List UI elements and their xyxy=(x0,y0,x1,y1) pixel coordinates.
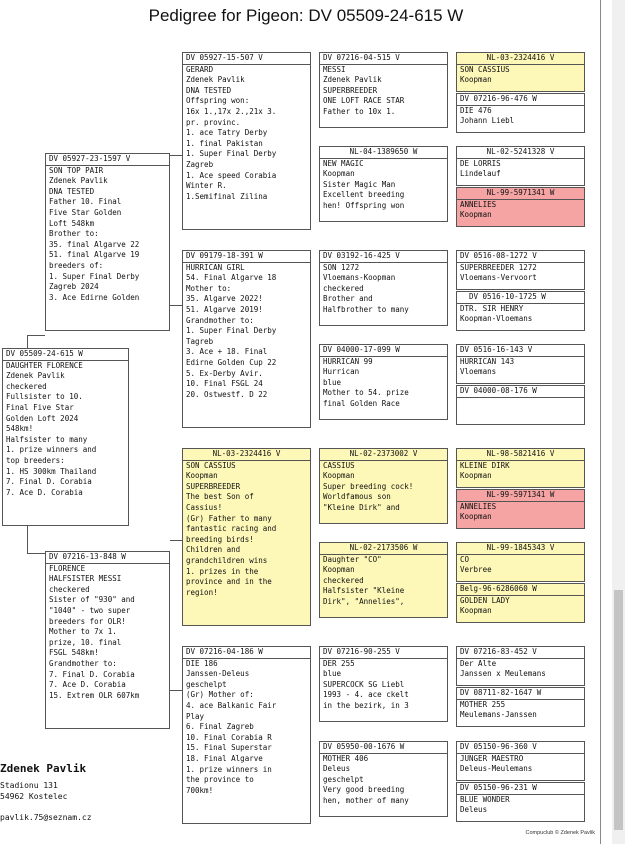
box-line: Koopman xyxy=(186,471,218,481)
ring-number: DV 07216-04-186 W xyxy=(183,647,310,659)
box-line: 1993 - 4. ace ckelt xyxy=(323,690,409,700)
page-title: Pedigree for Pigeon: DV 05509-24-615 W xyxy=(148,6,464,25)
box-line: The best Son of xyxy=(186,492,254,502)
box-line: final Golden Race xyxy=(323,398,400,408)
box-line: Zagreb 2024 xyxy=(49,282,99,292)
box-line: Grandmother to: xyxy=(186,315,254,325)
pedigree-box-dam-sire[interactable] xyxy=(182,448,311,626)
box-line: Koopman xyxy=(323,169,355,179)
pedigree-box-g3[interactable] xyxy=(456,146,585,186)
pedigree-box-g10[interactable] xyxy=(456,489,585,529)
box-line: pr. provinc. xyxy=(186,117,241,127)
box-line: blue xyxy=(323,669,342,679)
box-line: 51. final Algarve 19 xyxy=(49,250,140,260)
box-line: blue xyxy=(323,377,342,387)
connector xyxy=(170,305,182,306)
ring-number: DV 03192-16-425 V xyxy=(320,251,447,263)
box-line: hen, mother of many xyxy=(323,795,409,805)
connector xyxy=(170,540,182,541)
box-line: Loft 548km xyxy=(49,218,95,228)
box-line: SUPERCOCK SG Liebl xyxy=(323,679,405,689)
ring-number: DV 07216-90-255 V xyxy=(320,647,447,659)
box-line: Deleus xyxy=(323,764,351,774)
ring-number: DV 05950-00-1676 W xyxy=(320,742,447,754)
box-line: Janssen x Meulemans xyxy=(460,669,546,679)
connector xyxy=(27,553,45,554)
box-line: checkered xyxy=(323,283,364,293)
pedigree-box-sire-sire[interactable] xyxy=(182,52,311,230)
box-line: DNA TESTED xyxy=(49,186,95,196)
pedigree-box-g12[interactable] xyxy=(456,583,585,623)
pedigree-box-sire[interactable] xyxy=(45,153,170,331)
box-line: ANNELIES xyxy=(460,501,497,511)
box-line: DIE 476 xyxy=(460,105,492,115)
box-line: hen! Offspring won xyxy=(323,200,405,210)
box-line: Vloemans-Koopman xyxy=(323,273,396,283)
pedigree-box-g8[interactable] xyxy=(456,385,585,425)
pedigree-box-sire-dam[interactable] xyxy=(182,250,311,428)
box-line: SON 1272 xyxy=(323,262,360,272)
box-line: Koopman xyxy=(323,471,355,481)
box-line: 1. prize winners and xyxy=(6,445,97,455)
box-line: "1040" - two super xyxy=(49,605,131,615)
box-line: breeders of: xyxy=(49,260,104,270)
box-line: SUPERBREEDER xyxy=(323,85,378,95)
pedigree-box-g11[interactable] xyxy=(456,542,585,582)
box-line: "Kleine Dirk" and xyxy=(323,502,400,512)
box-line: DNA TESTED xyxy=(186,85,232,95)
box-line: SUPERBREEDER 1272 xyxy=(460,262,537,272)
box-line: Zdenek Pavlik xyxy=(186,75,245,85)
box-line: Verbree xyxy=(460,565,492,575)
box-line: province and in the xyxy=(186,577,272,587)
pedigree-box-sdd[interactable] xyxy=(319,344,448,420)
box-line: Johann Liebl xyxy=(460,116,515,126)
pedigree-box-g7[interactable] xyxy=(456,344,585,384)
box-line: 1. Super Final Derby xyxy=(186,149,277,159)
ring-number: NL-03-2324416 V xyxy=(457,53,584,65)
pedigree-box-g5[interactable] xyxy=(456,250,585,290)
box-line: Deleus-Meulemans xyxy=(460,764,533,774)
box-line: CO xyxy=(460,554,470,564)
ring-number: DV 05150-96-360 V xyxy=(457,742,584,754)
box-line: BLUE WONDER xyxy=(460,794,510,804)
ring-number: NL-02-2173506 W xyxy=(320,543,447,555)
box-line: 3. Ace + 18. Final xyxy=(186,347,268,357)
box-line: CASSIUS xyxy=(323,460,355,470)
box-line: 5. Ex-Derby Avir. xyxy=(186,368,263,378)
box-line: Brother to: xyxy=(49,229,99,239)
box-line: Sister of "930" and xyxy=(49,595,135,605)
box-line: Cassius! xyxy=(186,502,223,512)
box-line: NEW MAGIC xyxy=(323,158,364,168)
connector xyxy=(27,335,45,336)
box-line: breeding birds! xyxy=(186,534,254,544)
box-line: Halfbrother to many xyxy=(323,304,409,314)
box-line: SON CASSIUS xyxy=(460,64,510,74)
box-line: 1. Super Final Derby xyxy=(186,326,277,336)
box-line: 15. Extrem OLR 607km xyxy=(49,690,140,700)
box-line: 1.Semifinal Zilina xyxy=(186,191,268,201)
box-line: 51. Algarve 2019! xyxy=(186,304,263,314)
box-line: Zdenek Pavlik xyxy=(6,371,65,381)
box-line: Worldfamous son xyxy=(323,492,391,502)
box-line: 20. Ostwestf. D 22 xyxy=(186,389,268,399)
box-line: Deleus xyxy=(460,805,488,815)
box-line: Father to 10x 1. xyxy=(323,106,396,116)
box-line: Koopman xyxy=(460,210,492,220)
pedigree-box-subject[interactable] xyxy=(2,348,129,526)
box-line: 1. ace Tatry Derby xyxy=(186,128,268,138)
ring-number: DV 04000-17-099 W xyxy=(320,345,447,357)
breeder-info xyxy=(0,762,92,823)
pedigree-box-sds[interactable] xyxy=(319,250,448,326)
box-line: Zagreb xyxy=(186,159,214,169)
ring-number: DV 07216-83-452 V xyxy=(457,647,584,659)
box-line: ONE LOFT RACE STAR xyxy=(323,96,405,106)
box-line: SON TOP PAIR xyxy=(49,165,104,175)
box-line: ANNELIES xyxy=(460,199,497,209)
box-line: top breeders: xyxy=(6,455,65,465)
box-line: Der Alte xyxy=(460,658,497,668)
ring-number: NL-99-5971341 W xyxy=(457,188,584,200)
box-line: Sister Magic Man xyxy=(323,179,396,189)
box-line: FLORENCE xyxy=(49,563,86,573)
right-border-line xyxy=(600,0,601,844)
box-line: Zdenek Pavlik xyxy=(49,176,108,186)
box-line: HURRICAN 143 xyxy=(460,356,515,366)
box-line: Offspring won: xyxy=(186,96,250,106)
box-line: Vloemans-Vervoort xyxy=(460,273,537,283)
box-line: DE LORRIS xyxy=(460,158,501,168)
box-line: Five Star Golden xyxy=(49,207,122,217)
box-line: DER 255 xyxy=(323,658,355,668)
box-line: fantastic racing and xyxy=(186,524,277,534)
pedigree-box-g4[interactable] xyxy=(456,187,585,227)
box-line: 16x 1.,17x 2.,21x 3. xyxy=(186,106,277,116)
box-line: HURRICAN GIRL xyxy=(186,262,245,272)
pedigree-box-g2[interactable] xyxy=(456,93,585,133)
box-line: 18. Final Algarve xyxy=(186,753,263,763)
box-line: 7. Final D. Corabia xyxy=(49,669,135,679)
box-line: 548km! xyxy=(6,424,34,434)
box-line: 54. Final Algarve 18 xyxy=(186,273,277,283)
ring-number: DV 05509-24-615 W xyxy=(3,349,128,361)
box-line: 700km! xyxy=(186,785,214,795)
box-line: Grandmother to: xyxy=(49,658,117,668)
box-line: Zdenek Pavlik xyxy=(323,75,382,85)
box-line: Lindelauf xyxy=(460,169,501,179)
box-line: (Gr) Father to many xyxy=(186,513,272,523)
box-line: Mother to: xyxy=(186,283,232,293)
box-line: 7. Final D. Corabia xyxy=(6,477,92,487)
connector xyxy=(170,155,182,156)
box-line: Very good breeding xyxy=(323,785,405,795)
connector xyxy=(27,525,28,553)
box-line: 1. prizes in the xyxy=(186,566,259,576)
box-line: geschelpt xyxy=(323,774,364,784)
breeder-address-line: 54962 Kostelec xyxy=(0,792,68,801)
box-line: GERARD xyxy=(186,64,214,74)
pedigree-box-g14[interactable] xyxy=(456,687,585,727)
ring-number: NL-99-5971341 W xyxy=(457,490,584,502)
ring-number: Belg-96-6286060 W xyxy=(457,584,584,596)
box-line: 7. Ace D. Corabia xyxy=(6,487,83,497)
box-line: 1. prize winners in xyxy=(186,764,272,774)
box-line: 1. final Pakistan xyxy=(186,138,263,148)
box-line: 7. Ace D. Corabia xyxy=(49,680,126,690)
box-line: Mother to 7x 1. xyxy=(49,627,117,637)
box-line: Children and xyxy=(186,545,241,555)
pedigree-box-ddd[interactable] xyxy=(319,741,448,817)
box-line: Super breeding cock! xyxy=(323,481,414,491)
pedigree-box-ssd[interactable] xyxy=(319,146,448,222)
box-line: Janssen-Deleus xyxy=(186,669,250,679)
box-line: breeders for OLR! xyxy=(49,616,126,626)
pedigree-box-dds[interactable] xyxy=(319,646,448,722)
ring-number: DV 05150-96-231 W xyxy=(457,783,584,795)
pedigree-box-g13[interactable] xyxy=(456,646,585,686)
box-line: Father 10. Final xyxy=(49,197,122,207)
pedigree-box-dsd[interactable] xyxy=(319,542,448,618)
box-line: Winter R. xyxy=(186,181,227,191)
box-line: DIE 186 xyxy=(186,658,218,668)
box-line: Dirk", "Annelies", xyxy=(323,596,405,606)
box-line: DTR. SIR HENRY xyxy=(460,303,524,313)
box-line: JUNGER MAESTRO xyxy=(460,753,524,763)
box-line: 10. Final Corabia R xyxy=(186,732,272,742)
ring-number: DV 05927-15-507 V xyxy=(183,53,310,65)
pedigree-box-g15[interactable] xyxy=(456,741,585,781)
box-line: Koopman xyxy=(460,471,492,481)
box-line: Excellent breeding xyxy=(323,190,405,200)
box-line: 6. Final Zagreb xyxy=(186,722,254,732)
scrollbar-thumb[interactable] xyxy=(614,590,623,830)
ring-number: DV 07216-04-515 V xyxy=(320,53,447,65)
box-line: Koopman xyxy=(323,565,355,575)
box-line: 35. Algarve 2022! xyxy=(186,294,263,304)
box-line: Koopman xyxy=(460,606,492,616)
box-line: Halfsister to many xyxy=(6,434,88,444)
box-line: SON CASSIUS xyxy=(186,460,236,470)
box-line: 4. ace Balkanic Fair xyxy=(186,700,277,710)
box-line: GOLDEN LADY xyxy=(460,595,510,605)
ring-number: NL-99-1845343 V xyxy=(457,543,584,555)
ring-number: NL-98-5821416 V xyxy=(457,449,584,461)
pedigree-box-dam-dam[interactable] xyxy=(182,646,311,824)
pedigree-box-dss[interactable] xyxy=(319,448,448,524)
box-line: Halfsister "Kleine xyxy=(323,586,405,596)
ring-number: NL-04-1389650 W xyxy=(320,147,447,159)
box-line: Tagreb xyxy=(186,336,214,346)
box-line: in the bezirk, in 3 xyxy=(323,700,409,710)
box-line: the province to xyxy=(186,775,254,785)
box-line: FSGL 548km! xyxy=(49,648,99,658)
box-line: Brother and xyxy=(323,294,373,304)
box-line: 10. Final FSGL 24 xyxy=(186,379,263,389)
box-line: DAUGHTER FLORENCE xyxy=(6,360,83,370)
box-line: geschelpt xyxy=(186,679,227,689)
box-line: Meulemans-Janssen xyxy=(460,710,537,720)
box-line: region! xyxy=(186,587,218,597)
box-line: Play xyxy=(186,711,205,721)
box-line: grandchildren wins xyxy=(186,555,268,565)
connector xyxy=(27,335,28,349)
box-line: MOTHER 406 xyxy=(323,753,369,763)
box-line: KLEINE DIRK xyxy=(460,460,510,470)
box-line: Koopman xyxy=(460,75,492,85)
copyright-footer: Compuclub © Zdenek Pavlik xyxy=(525,830,595,836)
box-line: (Gr) Mother of: xyxy=(186,690,254,700)
ring-number: DV 05927-23-1597 V xyxy=(46,154,169,166)
box-line: Edirne Golden Cup 22 xyxy=(186,357,277,367)
pedigree-box-g1[interactable] xyxy=(456,52,585,92)
box-line: MOTHER 255 xyxy=(460,699,506,709)
ring-number: DV 07216-96-476 W xyxy=(457,94,584,106)
box-line: Daughter "CO" xyxy=(323,554,382,564)
box-line: 35. final Algarve 22 xyxy=(49,239,140,249)
box-line: HURRICAN 99 xyxy=(323,356,373,366)
breeder-email: pavlik.75@seznam.cz xyxy=(0,813,92,822)
ring-number: DV 08711-82-1647 W xyxy=(457,688,584,700)
ring-number: DV 09179-18-391 W xyxy=(183,251,310,263)
box-line: checkered xyxy=(49,584,90,594)
ring-number: DV 07216-13-848 W xyxy=(46,552,169,564)
box-line: Koopman-Vloemans xyxy=(460,314,533,324)
box-line: Hurrican xyxy=(323,367,360,377)
pedigree-box-dam[interactable] xyxy=(45,551,170,729)
ring-number: NL-02-5241328 V xyxy=(457,147,584,159)
ring-number: NL-02-2373002 V xyxy=(320,449,447,461)
box-line: SUPERBREEDER xyxy=(186,481,241,491)
pedigree-box-sss[interactable] xyxy=(319,52,448,128)
breeder-name: Zdenek Pavlik xyxy=(0,762,87,775)
box-line: Koopman xyxy=(460,512,492,522)
box-line: 3. Ace Edirne Golden xyxy=(49,292,140,302)
box-line: 1. Super Final Derby xyxy=(49,271,140,281)
pedigree-box-g16[interactable] xyxy=(456,782,585,822)
box-line: Mother to 54. prize xyxy=(323,388,409,398)
box-line: prize, 10. final xyxy=(49,637,122,647)
ring-number: DV 0516-10-1725 W xyxy=(457,292,584,304)
pedigree-box-g9[interactable] xyxy=(456,448,585,488)
box-line: checkered xyxy=(6,381,47,391)
connector xyxy=(170,690,182,691)
ring-number: DV 0516-08-1272 V xyxy=(457,251,584,263)
box-line: 1. HS 300km Thailand xyxy=(6,466,97,476)
ring-number: NL-03-2324416 V xyxy=(183,449,310,461)
box-line: Fullsister to 10. xyxy=(6,392,83,402)
breeder-address-line: Stadionu 131 xyxy=(0,781,58,790)
ring-number: DV 0516-16-143 V xyxy=(457,345,584,357)
box-line: Vloemans xyxy=(460,367,497,377)
box-line: Final Five Star xyxy=(6,402,74,412)
box-line: checkered xyxy=(323,575,364,585)
box-line: MESSI xyxy=(323,64,346,74)
box-line: HALFSISTER MESSI xyxy=(49,574,122,584)
pedigree-box-g6[interactable] xyxy=(456,291,585,331)
box-line: Golden Loft 2024 xyxy=(6,413,79,423)
box-line: 1. Ace speed Corabia xyxy=(186,170,277,180)
ring-number: DV 04000-08-176 W xyxy=(457,386,584,398)
box-line: 15. Final Superstar xyxy=(186,743,272,753)
